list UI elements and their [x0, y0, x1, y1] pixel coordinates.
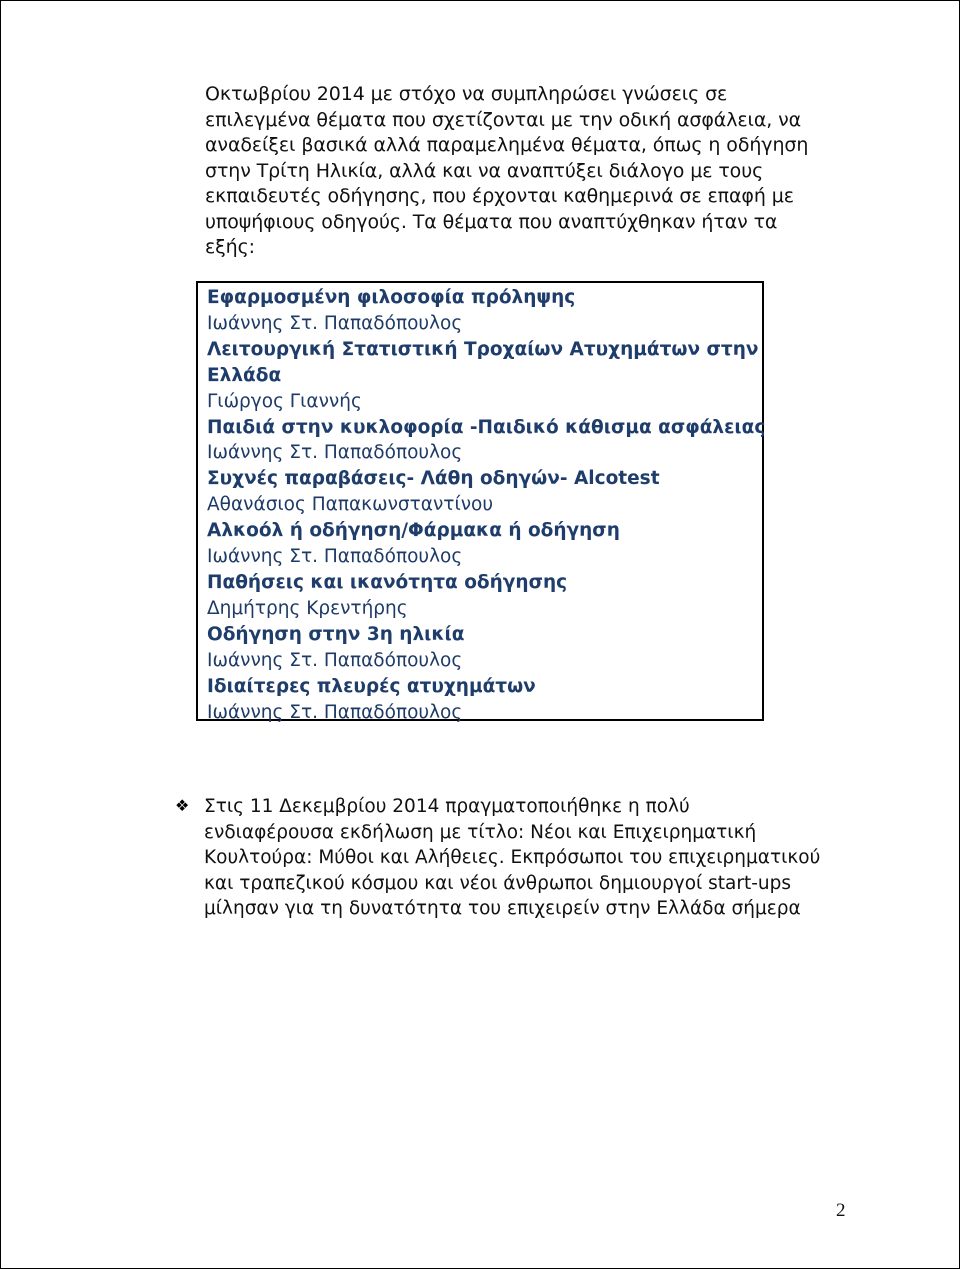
page-number: 2: [836, 1200, 846, 1221]
topic-title: Αλκοόλ ή οδήγηση/Φάρμακα ή οδήγηση: [207, 520, 620, 542]
intro-line: εξής:: [205, 236, 255, 258]
topic-author: Δημήτρης Κρεντήρης: [207, 597, 408, 619]
topic-author: Ιωάννης Στ. Παπαδόπουλος: [207, 701, 463, 723]
bullet-line: και τραπεζικού κόσμου και νέοι άνθρωποι δημιουργοί start-ups: [204, 872, 792, 894]
topic-title: Συχνές παραβάσεις- Λάθη οδηγών- Alcotest: [207, 468, 660, 490]
topic-title: Λειτουργική Στατιστική Τροχαίων Ατυχημάτων στην: [207, 338, 759, 360]
bullet-paragraph: [204, 794, 864, 922]
topics-box: [196, 281, 764, 721]
intro-line: επιλεγμένα θέματα που σχετίζονται με την οδική ασφάλεια, να: [205, 108, 802, 131]
intro-line: υποψήφιους οδηγούς. Τα θέματα που αναπτύχθηκαν ήταν τα: [205, 210, 778, 233]
topic-title: Παιδιά στην κυκλοφορία -Παιδικό κάθισμα ασφάλειας: [207, 416, 766, 438]
intro-line: Οκτωβρίου 2014 με στόχο να συμπληρώσει γνώσεις σε: [205, 83, 728, 105]
topic-list: [207, 285, 766, 725]
topic-author: Αθανάσιος Παπακωνσταντίνου: [207, 494, 494, 516]
intro-paragraph: [205, 82, 845, 261]
topic-author: Ιωάννης Στ. Παπαδόπουλος: [207, 546, 463, 568]
bullet-line: Κουλτούρα: Μύθοι και Αλήθειες. Εκπρόσωποι του επιχειρηματικού: [204, 847, 821, 868]
bullet-line: Στις 11 Δεκεμβρίου 2014 πραγματοποιήθηκε η πολύ: [204, 796, 690, 817]
topic-author: Γιώργος Γιαννής: [207, 390, 362, 412]
topic-title: Ελλάδα: [207, 364, 282, 386]
intro-line: στην Τρίτη Ηλικία, αλλά και να αναπτύξει διάλογο με τους: [205, 159, 764, 182]
topic-title: Εφαρμοσμένη φιλοσοφία πρόληψης: [207, 287, 576, 308]
topic-title: Παθήσεις και ικανότητα οδήγησης: [207, 571, 568, 593]
topic-author: Ιωάννης Στ. Παπαδόπουλος: [207, 312, 463, 334]
intro-line: αναδείξει βασικά αλλά παραμελημένα θέματα, όπως η οδήγηση: [205, 134, 809, 156]
topic-author: Ιωάννης Στ. Παπαδόπουλος: [207, 442, 463, 464]
topic-title: Οδήγηση στην 3η ηλικία: [207, 623, 465, 645]
intro-line: εκπαιδευτές οδήγησης, που έρχονται καθημερινά σε επαφή με: [205, 185, 794, 207]
bullet-line: μίλησαν για τη δυνατότητα του επιχειρείν στην Ελλάδα σήμερα: [204, 898, 801, 919]
diamond-bullet-icon: ❖: [175, 796, 190, 815]
bullet-line: ενδιαφέρουσα εκδήλωση με τίτλο: Νέοι και Επιχειρηματική: [204, 821, 757, 843]
topic-author: Ιωάννης Στ. Παπαδόπουλος: [207, 649, 463, 671]
topic-title: Ιδιαίτερες πλευρές ατυχημάτων: [207, 675, 536, 697]
